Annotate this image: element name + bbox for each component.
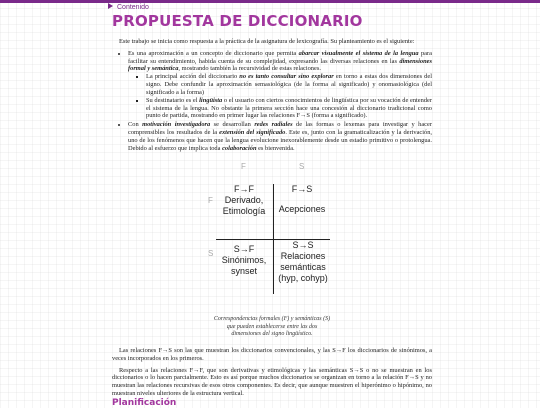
- caption-line: dimensiones del signo lingüístico.: [231, 331, 313, 338]
- cell-text: Derivado,: [224, 195, 264, 206]
- section-heading-planificacion: Planificación: [112, 398, 177, 408]
- cell-heading: S→S: [292, 240, 314, 251]
- emphasis-text: abarcar visualmente el sistema de la lengua: [298, 49, 419, 57]
- text-run: para facilitar su entendimiento, habida cuenta de su complejidad, expresando las diversas relaciones en las: [128, 49, 432, 65]
- text-run: La principal acción del diccionario: [146, 73, 240, 81]
- cell-heading: F→S: [291, 184, 313, 195]
- text-run: se desarrollan: [210, 121, 255, 129]
- text-run: de las formas o lexemas para investigar y hacer comprensibles los resultados de la: [128, 121, 432, 136]
- cell-text: Etimología: [222, 205, 266, 216]
- cell-heading: S→F: [233, 244, 255, 255]
- emphasis-text: lingüista: [199, 96, 223, 104]
- text-run: o el usuario con ciertos conocimientos de lingüística por su vocación de entender el sistema de la lengua. No obstante la primera sección hace una concesión al diccionario tradicional como punto de partida, mostrando en primer lugar las relaciones F→S (forma a significado).: [146, 96, 432, 120]
- cell-text: semánticas: [280, 261, 326, 272]
- respecto-paragraph: Respecto a las relaciones F→F, que son derivativas y etimológicas y las semánticas S→S o no se muestran en los diccionarios o lo hacen parcialmente. Esto es así porque muchos diccionarios se organizan en torno a la relación F→S y no muestran las relaciones recursivas de esos otros componentes. Es decir, que aunque muestren el hiperónimo o hipónimo, no muestran niveles ulteriores de la estructura vertical.: [112, 366, 432, 397]
- cell-text: synset: [230, 265, 257, 276]
- text-run: es bienvenida.: [256, 144, 295, 152]
- page-title: PROPUESTA DE DICCIONARIO: [112, 12, 363, 30]
- cell-text: Acepciones: [278, 204, 326, 215]
- main-list: [112, 50, 432, 153]
- list-item: [146, 97, 432, 120]
- article-body: [112, 38, 432, 402]
- cell-heading: F→F: [234, 184, 254, 195]
- form-meaning-diagram: [112, 162, 432, 312]
- cell-form-to-form: [216, 184, 272, 216]
- intro-paragraph: Este trabajo se inicia como respuesta a la práctica de la asignatura de lexicografía. Su planteamiento es el siguiente:: [119, 38, 415, 45]
- cell-form-to-meaning: [274, 184, 330, 215]
- emphasis-text: extensión del significado: [219, 128, 286, 136]
- cell-text: (hyp, cohyp): [278, 272, 328, 283]
- emphasis-text: dimensiones formal y semántica: [128, 57, 432, 73]
- emphasis-text: motivación investigadora: [142, 121, 211, 129]
- emphasis-text: colaboración: [222, 144, 257, 152]
- text-run: Es una aproximación a un concepto de diccionario que permita: [128, 49, 299, 57]
- text-run: en torno a estas dos dimensiones del signo. Debe confundir la aproximación semasiológica (de la forma al significado) y onomasiológica (del significado a la forma): [146, 73, 432, 96]
- emphasis-text: redes radiales: [254, 121, 293, 129]
- cell-meaning-to-form: [216, 244, 272, 276]
- triangle-right-icon: [108, 3, 113, 9]
- text-run: , mostrando también la recursividad de estas relaciones.: [178, 65, 321, 73]
- column-header-s: S: [299, 162, 305, 172]
- list-item: [146, 73, 432, 96]
- emphasis-text: no es tanto consultar sino explorar: [239, 73, 334, 81]
- cell-text: Relaciones: [280, 251, 326, 262]
- cell-meaning-to-meaning: [274, 240, 332, 283]
- row-header-s: S: [208, 249, 214, 259]
- breadcrumb-label[interactable]: Contenido: [117, 4, 149, 11]
- text-run: Con: [128, 121, 143, 129]
- column-header-f: F: [241, 162, 246, 172]
- row-header-f: F: [208, 196, 213, 206]
- breadcrumb[interactable]: [108, 3, 149, 11]
- sub-list: [128, 73, 432, 120]
- cell-text: Sinónimos,: [221, 255, 267, 266]
- list-item: [128, 121, 432, 152]
- diagram-caption: [112, 316, 432, 339]
- text-run: . Este es, junto con la gramaticalización y la derivación, uno de los fenómenos que hacen que la lengua evolucione inexorablemente desde un estadio primitivo o protolengua. Debido al esfuerzo que implica toda: [128, 128, 433, 152]
- caption-line: Correspondencias formales (F) y semánticas (S): [213, 316, 331, 323]
- top-accent-bar: [0, 0, 540, 3]
- relations-paragraph: Las relaciones F→S son las que muestran los diccionarios convencionales, y las S→F los diccionarios de sinónimos, a veces incorporados en los primeros.: [112, 346, 432, 362]
- caption-line: que pueden establecerse entre las dos: [226, 323, 318, 330]
- list-item: [128, 50, 432, 120]
- text-run: Su destinatario es el: [146, 96, 200, 104]
